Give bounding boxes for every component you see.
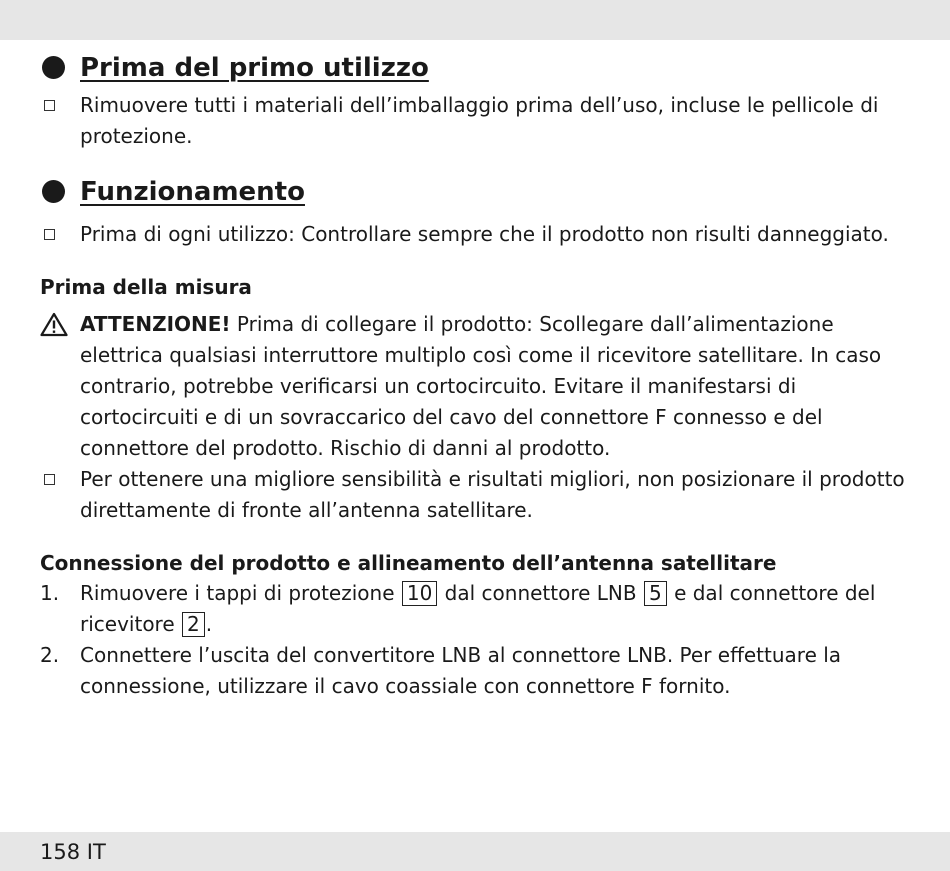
page-number: 158 IT	[40, 840, 106, 864]
header-band	[0, 0, 950, 40]
bullet-dot-icon	[42, 56, 65, 79]
reference-number-box: 5	[644, 581, 667, 606]
checkbox-square-icon	[44, 100, 55, 111]
warning-label: ATTENZIONE!	[80, 312, 231, 336]
checkbox-square-icon	[44, 229, 55, 240]
reference-number-box: 10	[402, 581, 437, 606]
list-item-remove-packaging: Rimuovere tutti i materiali dell’imballaggio prima dell’uso, incluse le pellicole di protezione.	[40, 90, 920, 152]
heading-operation: Funzionamento	[40, 174, 920, 210]
step-number: 1.	[40, 581, 60, 605]
checkbox-square-icon	[44, 474, 55, 485]
warning-paragraph	[40, 309, 920, 464]
bullet-dot-icon	[42, 180, 65, 203]
reference-number-box: 2	[182, 612, 205, 637]
subheading-connection: Connessione del prodotto e allineamento dell’antenna satellitare	[40, 551, 777, 575]
step-1: 1. Rimuovere i tappi di protezione 10 dal connettore LNB 5 e dal connettore del ricevitore 2 .	[40, 578, 920, 640]
step-number: 2.	[40, 643, 60, 667]
warning-text: Prima di collegare il prodotto: Scollegare dall’alimentazione elettrica qualsiasi interruttore multiplo così come il ricevitore satellitare. In caso contrario, potrebbe verificarsi un cortocircuito. Evitare il manifestarsi di cortocircuiti e di un sovraccarico del cavo del connettore F connesso e del connettore del prodotto. Rischio di danni al prodotto.	[80, 312, 882, 460]
subheading-before-measure: Prima della misura	[40, 275, 252, 299]
warning-triangle-icon	[40, 312, 68, 337]
list-item-sensitivity: Per ottenere una migliore sensibilità e risultati migliori, non posizionare il prodotto direttamente di fronte all’antenna satellitare.	[40, 464, 920, 526]
footer-band	[0, 832, 950, 871]
step-2: 2. Connettere l’uscita del convertitore LNB al connettore LNB. Per effettuare la connessione, utilizzare il cavo coassiale con connettore F fornito.	[40, 640, 920, 702]
list-item-check-product: Prima di ogni utilizzo: Controllare sempre che il prodotto non risulti danneggiato.	[40, 219, 920, 250]
heading-before-first-use: Prima del primo utilizzo	[40, 50, 920, 86]
page-content	[40, 50, 920, 702]
